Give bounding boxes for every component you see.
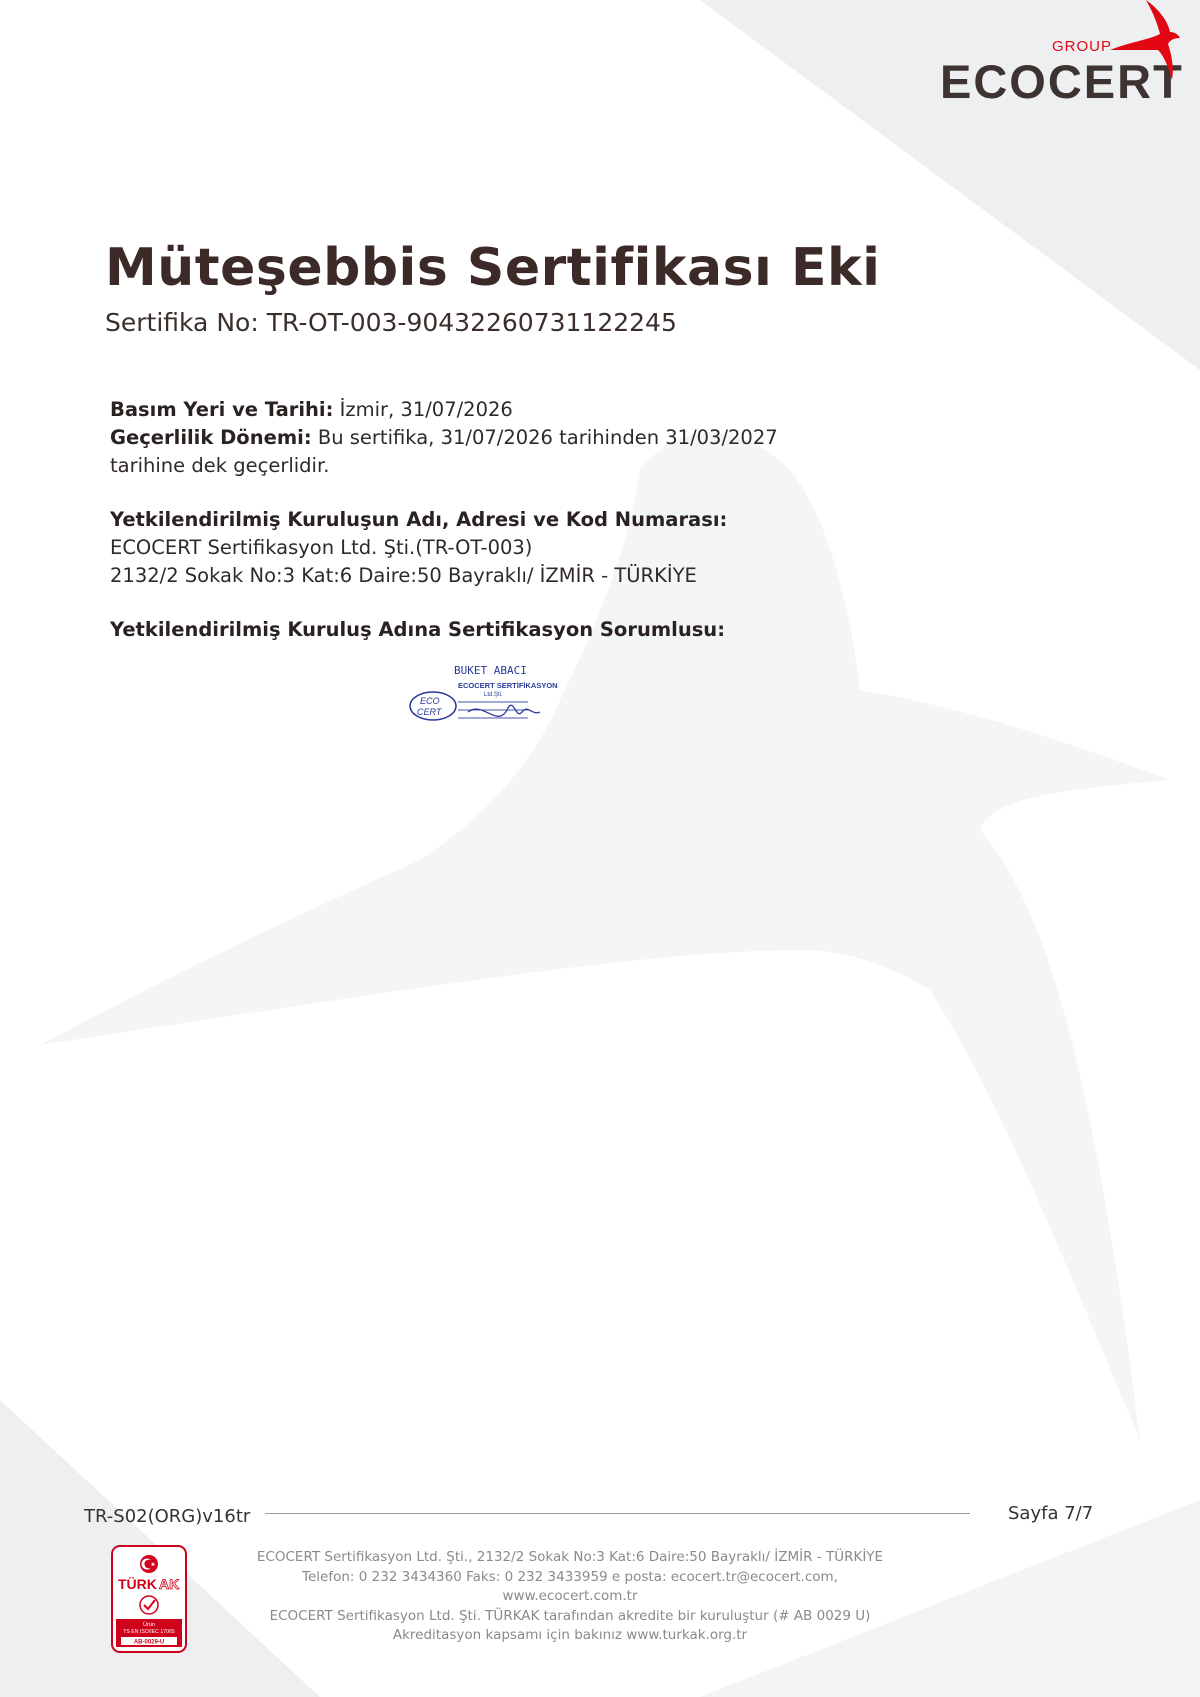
turkak-accreditation-logo (111, 1545, 187, 1653)
seal-text-eco: ECO (420, 696, 440, 706)
stamp-handwritten-name: BUKET ABACI (454, 664, 527, 677)
footer-line-4: ECOCERT Sertifikasyon Ltd. Şti. TÜRKAK tarafından akredite bir kuruluştur (# AB 0029 U) (269, 1607, 871, 1624)
validity-value: Bu sertifika, 31/07/2026 tarihinden 31/03/2027 (311, 426, 778, 449)
issue-label: Basım Yeri ve Tarihi: (110, 398, 334, 421)
organisation-block (110, 506, 727, 590)
ecocert-logo (940, 0, 1184, 115)
footer-contact (240, 1548, 900, 1646)
footer-line-2: Telefon: 0 232 3434360 Faks: 0 232 3433959 e posta: ecocert.tr@ecocert.com, (302, 1568, 838, 1585)
issue-value: İzmir, 31/07/2026 (333, 398, 513, 421)
validity-line (110, 424, 778, 452)
turkak-name-red: TÜRK (118, 1576, 157, 1592)
form-code: TR-S02(ORG)v16tr (84, 1506, 251, 1527)
logo-wordmark: ECOCERT (940, 55, 1184, 108)
certificate-number: Sertifika No: TR-OT-003-90432260731122245 (105, 308, 677, 337)
footer-line-1: ECOCERT Sertifikasyon Ltd. Şti., 2132/2 Sokak No:3 Kat:6 Daire:50 Bayraklı/ İZMİR - TÜRKİYE (256, 1549, 884, 1565)
page-number: Sayfa 7/7 (1008, 1503, 1094, 1524)
turkak-code: AB-0029-U (133, 1639, 165, 1646)
turkak-name-rest: AK (159, 1576, 180, 1592)
issue-line (110, 396, 778, 424)
swallow-logo-icon (1110, 0, 1180, 80)
signatory-block (110, 616, 725, 644)
turkak-standard: TS EN ISO/IEC 17065 (123, 1629, 175, 1635)
signatory-label: Yetkilendirilmiş Kuruluş Adına Sertifikasyon Sorumlusu: (110, 618, 725, 641)
signature-scribble (468, 705, 540, 716)
stamp-company: ECOCERT SERTİFİKASYON (458, 681, 558, 690)
organisation-address: 2132/2 Sokak No:3 Kat:6 Daire:50 Bayraklı/ İZMİR - TÜRKİYE (110, 564, 697, 587)
footer-line-3: www.ecocert.com.tr (502, 1588, 638, 1604)
footer-line-5: Akreditasyon kapsamı için bakınız www.turkak.org.tr (392, 1627, 748, 1643)
turkak-urun: Ürün (143, 1622, 155, 1628)
page-title: Müteşebbis Sertifikası Eki (105, 238, 881, 298)
validity-label: Geçerlilik Dönemi: (110, 426, 312, 449)
issue-validity-block (110, 396, 778, 480)
logo-group-label: GROUP (1052, 38, 1113, 55)
validity-line-continued: tarihine dek geçerlidir. (110, 454, 330, 477)
signature-stamp (408, 660, 578, 732)
stamp-company-sub: Ltd.Şti. (484, 692, 503, 698)
seal-text-cert: CERT (417, 707, 442, 717)
footer-divider (265, 1513, 970, 1514)
organisation-name: ECOCERT Sertifikasyon Ltd. Şti.(TR-OT-003) (110, 536, 533, 559)
organisation-label: Yetkilendirilmiş Kuruluşun Adı, Adresi ve Kod Numarası: (110, 508, 728, 531)
